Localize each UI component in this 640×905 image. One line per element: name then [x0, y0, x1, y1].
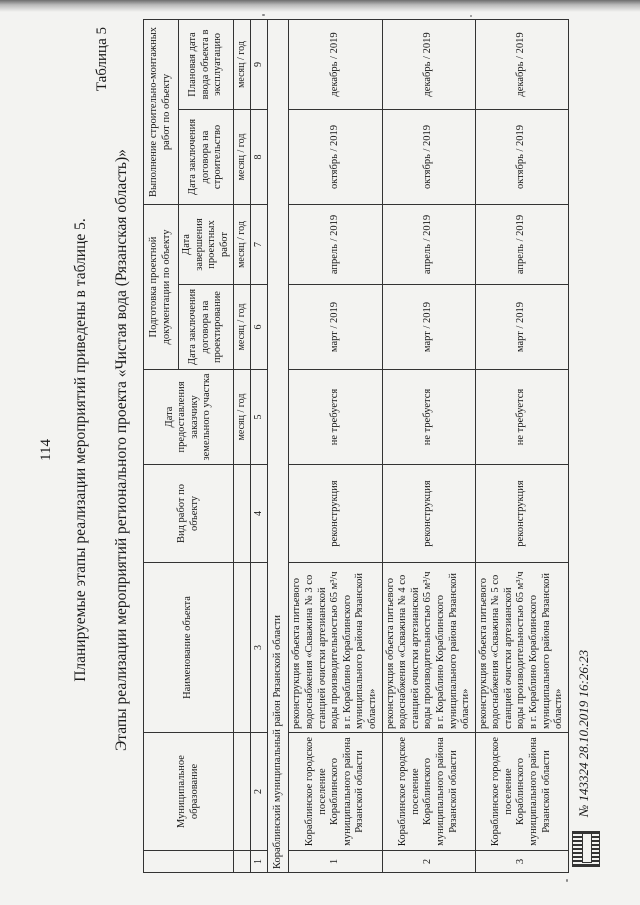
object-name-cell: реконструкция объекта питьевого водоснабжения «Скважина № 3 со станцией очистки артезианской воды производительностью 65 м³/ч в г. Кораблино Кораблинского муниципального района Рязанской области» [289, 563, 382, 733]
page-number: 114 [38, 439, 54, 461]
commissioning-cell: декабрь / 2019 [475, 19, 568, 109]
municipality-cell: Кораблинское городское поселение Кораблинского муниципального района Рязанской области [475, 733, 568, 851]
commissioning-cell: декабрь / 2019 [382, 19, 475, 109]
design-contract-cell: март / 2019 [382, 285, 475, 370]
municipality-cell: Кораблинское городское поселение Кораблинского муниципального района Рязанской области [289, 733, 382, 851]
header-design-completion: Дата завершения проектных работ [179, 204, 234, 284]
document-registration-id: № 143324 28.10.2019 16:26:23 [576, 649, 591, 817]
column-number: 2 [251, 733, 268, 851]
work-type-cell: реконструкция [289, 465, 382, 563]
intro-text: Планируемые этапы реализации мероприятий приведены в таблице 5. [72, 218, 89, 682]
unit-cell-empty [234, 733, 251, 851]
header-municipality: Муниципальное образование [144, 733, 234, 851]
land-date-cell: не требуется [289, 370, 382, 465]
design-completion-cell: апрель / 2019 [475, 204, 568, 284]
land-date-cell: не требуется [382, 370, 475, 465]
header-object-name: Наименование объекта [144, 563, 234, 733]
header-commissioning: Плановая дата ввода объекта в эксплуатацию [179, 19, 234, 109]
design-contract-cell: март / 2019 [475, 285, 568, 370]
column-number: 3 [251, 563, 268, 733]
object-name-cell: реконструкция объекта питьевого водоснабжения «Скважина № 4 со станцией очистки артезианской воды производительностью 65 м³/ч в г. Кораблино Кораблинского муниципального района Рязанской области» [382, 563, 475, 733]
design-completion-cell: апрель / 2019 [289, 204, 382, 284]
unit-cell: месяц / год [234, 109, 251, 204]
header-design-group: Подготовка проектной документации по объекту [144, 204, 179, 369]
stages-table [143, 19, 569, 873]
column-number: 6 [251, 285, 268, 370]
unit-cell: месяц / год [234, 204, 251, 284]
row-number: 3 [475, 851, 568, 873]
signature-block [568, 307, 608, 867]
row-number: 1 [289, 851, 382, 873]
header-design-contract: Дата заключения договора на проектирование [179, 285, 234, 370]
construction-contract-cell: октябрь / 2019 [289, 109, 382, 204]
barcode-stamp-icon [572, 831, 600, 867]
unit-cell: месяц / год [234, 285, 251, 370]
column-number: 4 [251, 465, 268, 563]
unit-cell-empty [234, 851, 251, 873]
construction-contract-cell: октябрь / 2019 [475, 109, 568, 204]
table-row [289, 19, 382, 872]
municipality-cell: Кораблинское городское поселение Кораблинского муниципального района Рязанской области [382, 733, 475, 851]
design-contract-cell: март / 2019 [289, 285, 382, 370]
column-number: 9 [251, 19, 268, 109]
column-number: 1 [251, 851, 268, 873]
header-land-date: Дата предоставления заказчику земельного участка [144, 370, 234, 465]
region-row: Кораблинский муниципальный район Рязанской области [268, 19, 289, 872]
design-completion-cell: апрель / 2019 [382, 204, 475, 284]
column-number: 7 [251, 204, 268, 284]
header-construction-group: Выполнение строительно-монтажных работ по объекту [144, 19, 179, 204]
table-row [475, 19, 568, 872]
header-row-number [144, 851, 234, 873]
table-row [382, 19, 475, 872]
column-number: 8 [251, 109, 268, 204]
scan-top-edge [0, 0, 640, 12]
unit-cell-empty [234, 563, 251, 733]
table-title: Этапы реализации мероприятий регионального проекта «Чистая вода (Рязанская область)» [113, 149, 130, 751]
row-number: 2 [382, 851, 475, 873]
header-construction-contract: Дата заключения договора на строительство [179, 109, 234, 204]
rotated-page [30, 15, 610, 885]
work-type-cell: реконструкция [382, 465, 475, 563]
work-type-cell: реконструкция [475, 465, 568, 563]
table-caption: Таблица 5 [94, 27, 110, 92]
unit-cell: месяц / год [234, 19, 251, 109]
column-number: 5 [251, 370, 268, 465]
unit-cell: месяц / год [234, 370, 251, 465]
object-name-cell: реконструкция объекта питьевого водоснабжения «Скважина № 5 со станцией очистки артезианской воды производительностью 65 м³/ч в г. Кораблино Кораблинского муниципального района Рязанской области» [475, 563, 568, 733]
commissioning-cell: декабрь / 2019 [289, 19, 382, 109]
land-date-cell: не требуется [475, 370, 568, 465]
header-work-type: Вид работ по объекту [144, 465, 234, 563]
construction-contract-cell: октябрь / 2019 [382, 109, 475, 204]
unit-cell-empty [234, 465, 251, 563]
